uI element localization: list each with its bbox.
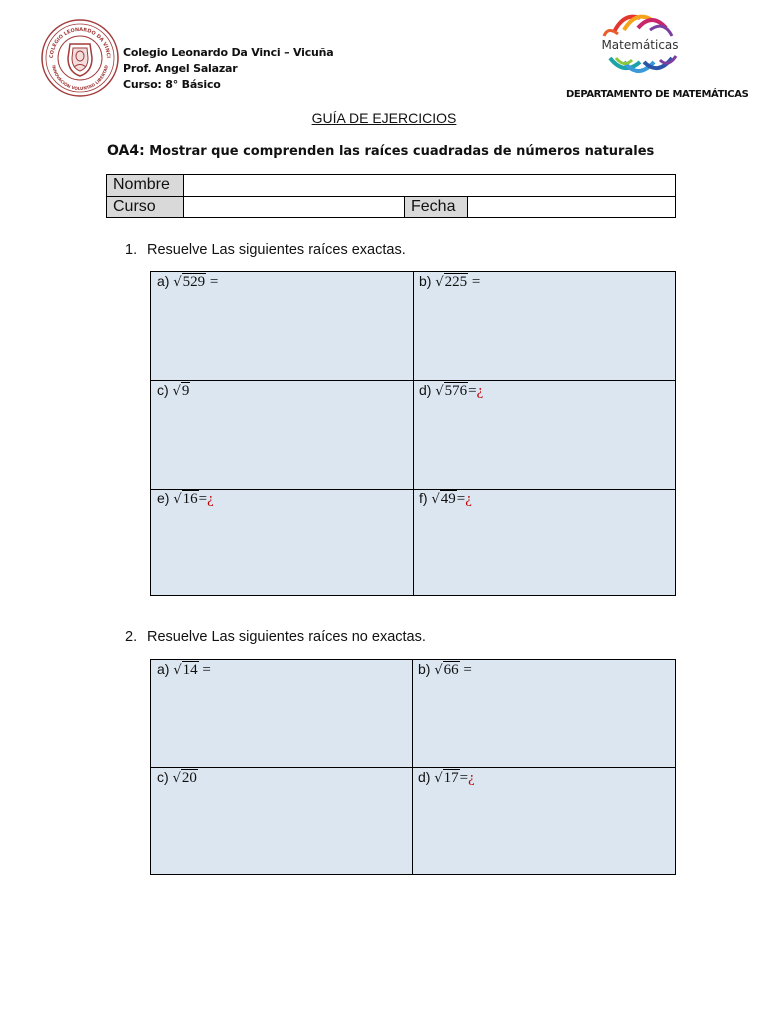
- sqrt-symbol-icon: √: [435, 275, 444, 290]
- school-seal-logo: [40, 18, 120, 98]
- equals-sign: =: [198, 491, 208, 507]
- sqrt-expression: [173, 383, 191, 399]
- exercise-label: b): [419, 273, 436, 289]
- course-field[interactable]: [184, 196, 405, 217]
- radicand: 14: [182, 662, 198, 678]
- sqrt-expression: [434, 770, 474, 786]
- sqrt-expression: [434, 662, 472, 678]
- exercise-label: d): [418, 769, 435, 785]
- section-1-grid: [150, 271, 676, 596]
- exercise-1b: [419, 273, 480, 291]
- date-field[interactable]: [468, 196, 675, 217]
- sqrt-symbol-icon: √: [434, 771, 443, 786]
- course-info: Curso: 8° Básico: [123, 78, 221, 91]
- sqrt-expression: [173, 770, 198, 786]
- exercise-1a: [157, 273, 218, 291]
- exercise-2b: [418, 661, 472, 679]
- sqrt-symbol-icon: √: [173, 275, 182, 290]
- section-1-instruction: Resuelve Las siguientes raíces exactas.: [147, 242, 406, 258]
- sqrt-expression: [435, 383, 483, 399]
- radicand: 16: [182, 491, 198, 507]
- answer-mark: ¿: [207, 491, 214, 507]
- radicand: 9: [181, 383, 190, 399]
- course-label: Curso: [107, 196, 184, 217]
- exercise-label: b): [418, 661, 435, 677]
- exercise-2c: [157, 769, 198, 787]
- section-2-heading: [125, 629, 426, 645]
- exercise-label: e): [157, 490, 174, 506]
- math-department-logo: [594, 10, 686, 84]
- logo-word: Matemáticas: [601, 38, 679, 52]
- answer-mark: ¿: [468, 770, 475, 786]
- exercise-label: a): [157, 661, 174, 677]
- objective: [107, 143, 654, 159]
- answer-mark: ¿: [476, 383, 484, 399]
- section-2-instruction: Resuelve Las siguientes raíces no exactas.: [147, 629, 426, 645]
- equals-sign: =: [198, 662, 211, 678]
- exercise-label: d): [419, 382, 436, 398]
- teacher-name: Prof. Angel Salazar: [123, 62, 238, 75]
- radicand: 225: [444, 274, 468, 290]
- sqrt-expression: [173, 491, 213, 507]
- name-label: Nombre: [107, 175, 184, 196]
- radicand: 529: [182, 274, 206, 290]
- equals-sign: =: [468, 383, 477, 399]
- sqrt-symbol-icon: √: [173, 663, 182, 678]
- radicand: 20: [181, 770, 197, 786]
- sqrt-expression: [431, 491, 471, 507]
- department-name: DEPARTAMENTO DE MATEMÁTICAS: [566, 89, 749, 100]
- sqrt-expression: [173, 662, 211, 678]
- exercise-label: f): [419, 490, 432, 506]
- sqrt-symbol-icon: √: [434, 663, 443, 678]
- exercise-label: a): [157, 273, 174, 289]
- exercise-1d: [419, 382, 483, 400]
- exercise-label: c): [157, 769, 173, 785]
- student-info-table: [106, 174, 676, 218]
- exercise-1f: [419, 490, 472, 508]
- guide-title: GUÍA DE EJERCICIOS: [311, 110, 457, 126]
- exercise-label: c): [157, 382, 173, 398]
- sqrt-symbol-icon: √: [172, 771, 181, 786]
- equals-sign: =: [459, 770, 469, 786]
- radicand: 17: [443, 770, 459, 786]
- section-1-number: 1.: [125, 242, 138, 258]
- name-field[interactable]: [184, 175, 675, 196]
- equals-sign: =: [459, 662, 472, 678]
- section-2-number: 2.: [125, 629, 138, 645]
- equals-sign: =: [468, 274, 481, 290]
- school-name: Colegio Leonardo Da Vinci – Vicuña: [123, 46, 334, 59]
- seal-text-bottom: INNOVACIÓN VOLUNTAD LIBERTAD: [51, 64, 109, 92]
- sqrt-symbol-icon: √: [435, 384, 444, 399]
- sqrt-symbol-icon: √: [172, 384, 181, 399]
- objective-text: Mostrar que comprenden las raíces cuadradas de números naturales: [149, 144, 655, 159]
- sqrt-expression: [435, 274, 480, 290]
- sqrt-symbol-icon: √: [431, 492, 440, 507]
- equals-sign: =: [206, 274, 219, 290]
- seal-text-top: COLEGIO LEONARDO DA VINCI: [48, 26, 112, 59]
- date-label: Fecha: [405, 196, 468, 217]
- sqrt-symbol-icon: √: [173, 492, 182, 507]
- objective-code: OA4:: [107, 143, 145, 159]
- radicand: 49: [440, 491, 456, 507]
- exercise-2a: [157, 661, 211, 679]
- radicand: 576: [444, 383, 468, 399]
- exercise-2d: [418, 769, 475, 787]
- section-1-heading: [125, 242, 406, 258]
- exercise-1c: [157, 382, 190, 400]
- section-2-grid: [150, 659, 676, 875]
- school-info: [123, 45, 334, 93]
- exercise-1e: [157, 490, 214, 508]
- radicand: 66: [443, 662, 459, 678]
- answer-mark: ¿: [465, 491, 472, 507]
- sqrt-expression: [173, 274, 218, 290]
- equals-sign: =: [456, 491, 466, 507]
